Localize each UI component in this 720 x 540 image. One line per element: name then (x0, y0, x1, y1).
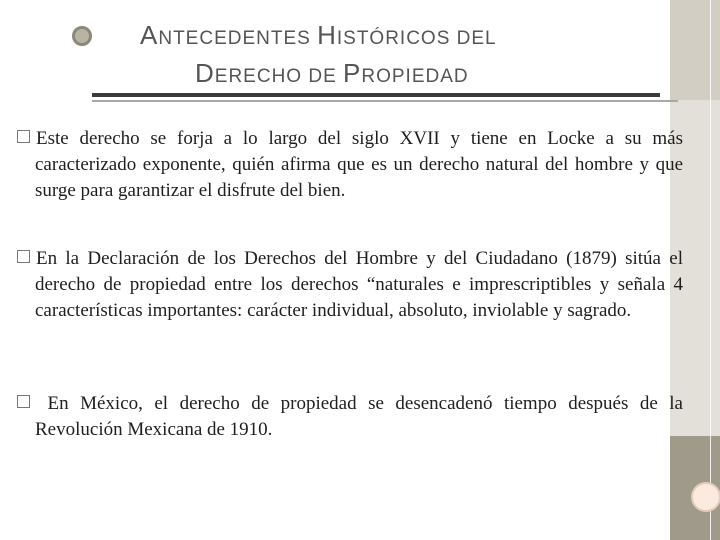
bullet-box-icon (17, 130, 30, 143)
title-text: ROPIEDAD (361, 66, 469, 87)
side-divider-line (710, 0, 711, 540)
title-text: ERECHO DE (214, 66, 344, 87)
corner-circle-decoration (691, 482, 720, 512)
bullet-paragraph-1 (17, 126, 683, 204)
slide-title-line-1 (140, 20, 497, 51)
title-initial: P (343, 58, 362, 88)
bullet-text: En la Declaración de los Derechos del Hombre y del Ciudadano (1879) sitúa el derecho de propiedad entre los derechos “naturales e imprescriptibles y señala 4 características importantes: carácter individual, absoluto, inviolable y sagrado. (35, 248, 683, 321)
bullet-paragraph-2 (17, 246, 683, 324)
slide-title-line-2 (195, 58, 469, 89)
title-initial: A (140, 20, 159, 50)
title-text: ISTÓRICOS DEL (336, 28, 497, 49)
bullet-text: En México, el derecho de propiedad se desencadenó tiempo después de la Revolución Mexicana de 1910. (35, 393, 683, 440)
title-initial: H (317, 20, 337, 50)
title-underline-rule (92, 93, 660, 97)
bullet-box-icon (17, 395, 30, 408)
bullet-box-icon (17, 250, 30, 263)
side-band-top-block (670, 0, 720, 100)
title-text: NTECEDENTES (158, 28, 318, 49)
title-initial: D (195, 58, 215, 88)
title-bullet-dot-icon (72, 26, 92, 46)
bullet-paragraph-3 (17, 391, 683, 443)
bullet-text: Este derecho se forja a lo largo del siglo XVII y tiene en Locke a su más caracterizado exponente, quién afirma que es un derecho natural del hombre y que surge para garantizar el disfrute del bien. (35, 128, 683, 201)
title-underline-shadow (92, 100, 678, 102)
